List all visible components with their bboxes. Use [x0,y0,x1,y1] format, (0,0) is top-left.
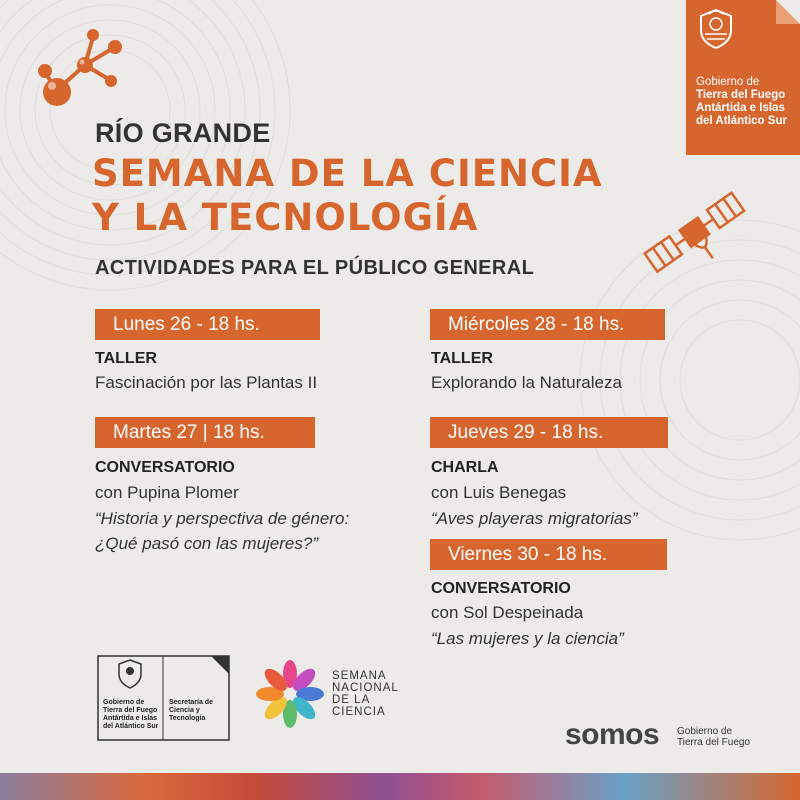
event-type-martes: CONVERSATORIO [95,459,235,476]
snc-line3: DE LA [332,694,371,706]
fold-corner [776,0,800,24]
somos-sub [677,726,750,748]
event-quote-jueves: “Aves playeras migratorias” [431,509,638,528]
sec-right-3: Tecnología [169,715,206,722]
page-subtitle: ACTIVIDADES PARA EL PÚBLICO GENERAL [95,257,535,279]
sec-left-3: Antártida e Islas [103,715,158,722]
event-desc-viernes: con Sol Despeinada [431,603,584,622]
snc-logo-text [332,670,399,718]
sec-right-2: Ciencia y [169,707,200,714]
title-line2: Y LA TECNOLOGÍA [92,196,479,239]
event-date-jueves: Jueves 29 - 18 hs. [430,417,668,448]
gov-line1: Gobierno de [696,76,760,88]
sec-left-4: del Atlántico Sur [103,723,159,730]
event-desc-jueves: con Luis Benegas [431,483,567,502]
event-type-lunes: TALLER [95,350,157,367]
sec-left-2: Tierra del Fuego [103,707,158,714]
event-type-jueves: CHARLA [431,459,499,476]
somos-logo: somos [565,718,660,751]
event-date-lunes: Lunes 26 - 18 hs. [95,309,320,340]
event-quote-viernes: “Las mujeres y la ciencia” [431,629,624,648]
event-type-miercoles: TALLER [431,350,493,367]
snc-line1: SEMANA [332,670,387,682]
event-desc-lunes: Fascinación por las Plantas II [95,373,318,392]
event-date-martes: Martes 27 | 18 hs. [95,417,315,448]
city-label: RÍO GRANDE [95,118,271,148]
satellite-icon [640,178,750,288]
sec-left-1: Gobierno de [103,699,145,706]
somos-sub1: Gobierno de [677,726,733,737]
event-quote2-martes: ¿Qué pasó con las mujeres?” [95,534,318,553]
bottom-color-bar [0,773,800,800]
coat-of-arms-icon [697,8,735,50]
secretaria-logo [97,655,230,741]
event-desc-martes: con Pupina Plomer [95,483,239,502]
coat-of-arms-small-icon [117,659,143,689]
event-quote1-martes: “Historia y perspectiva de género: [95,509,350,528]
snc-line4: CIENCIA [332,706,386,718]
somos-sub2: Tierra del Fuego [677,737,750,748]
event-type-viernes: CONVERSATORIO [431,580,571,597]
snc-line2: NACIONAL [332,682,399,694]
gov-line2: Tierra del Fuego [696,89,786,101]
sec-right-1: Secretaría de [169,699,213,706]
molecule-icon [35,25,130,115]
title-line1: SEMANA DE LA CIENCIA [92,152,603,195]
government-logo [686,0,800,155]
event-date-miercoles: Miércoles 28 - 18 hs. [430,309,665,340]
page-title [92,152,603,240]
gov-line4: del Atlántico Sur [696,115,787,127]
event-desc-miercoles: Explorando la Naturaleza [431,373,622,392]
event-date-viernes: Viernes 30 - 18 hs. [430,539,667,570]
gov-line3: Antártida e Islas [696,102,785,114]
snc-flower-icon [254,658,326,730]
